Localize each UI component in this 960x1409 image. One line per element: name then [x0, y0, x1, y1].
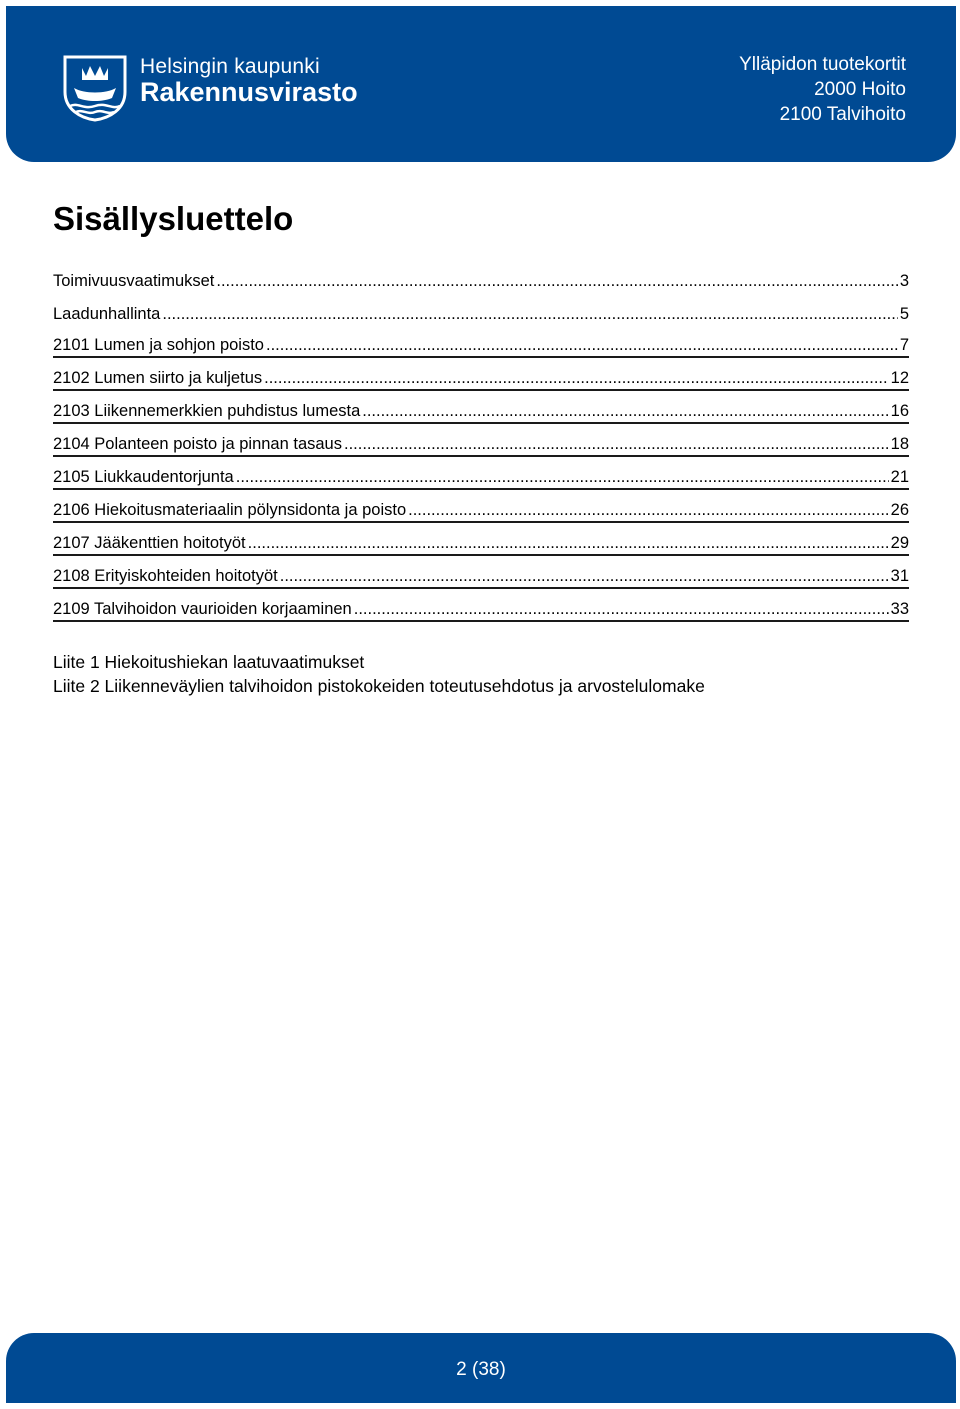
document-titles	[739, 52, 906, 127]
toc-entry[interactable]	[53, 325, 909, 358]
toc-leader-dots	[344, 433, 889, 455]
toc-entry-page[interactable]: 31	[890, 567, 909, 585]
document-title-line: Ylläpidon tuotekortit	[739, 54, 906, 75]
toc-leader-dots	[408, 499, 889, 521]
toc-entry-title[interactable]: Toimivuusvaatimukset	[53, 272, 215, 290]
toc-entry-title[interactable]: 2106 Hiekoitusmateriaalin pölynsidonta ja poisto	[53, 501, 407, 519]
toc-heading: Sisällysluettelo	[53, 200, 294, 237]
toc-leader-dots	[216, 270, 897, 292]
toc-entry[interactable]	[53, 490, 909, 523]
toc-entry-title[interactable]: 2104 Polanteen poisto ja pinnan tasaus	[53, 435, 342, 453]
toc-entry[interactable]	[53, 589, 909, 622]
toc-entry-page[interactable]: 29	[890, 534, 909, 552]
appendix-item: Liite 1 Hiekoitushiekan laatuvaatimukset	[53, 652, 365, 672]
toc-entry[interactable]	[53, 391, 909, 424]
toc-entry[interactable]	[53, 262, 909, 292]
toc-leader-dots	[236, 466, 889, 488]
toc-entry-page[interactable]: 18	[890, 435, 909, 453]
toc-entry-title[interactable]: 2109 Talvihoidon vaurioiden korjaaminen	[53, 600, 352, 618]
toc-leader-dots	[162, 303, 897, 325]
document-title-line: 2100 Talvihoito	[779, 104, 906, 125]
organization-name: Helsingin kaupunki	[140, 55, 320, 78]
table-of-contents	[53, 262, 909, 622]
toc-entry-title[interactable]: 2102 Lumen siirto ja kuljetus	[53, 369, 263, 387]
toc-entry[interactable]	[53, 523, 909, 556]
page-header	[6, 6, 956, 162]
appendix-list	[53, 650, 705, 698]
toc-entry-page[interactable]: 21	[890, 468, 909, 486]
toc-leader-dots	[362, 400, 888, 422]
document-title-line: 2000 Hoito	[814, 79, 906, 100]
toc-entry-title[interactable]: 2103 Liikennemerkkien puhdistus lumesta	[53, 402, 361, 420]
toc-entry[interactable]	[53, 424, 909, 457]
helsinki-crest-icon	[62, 54, 128, 122]
toc-entry-page[interactable]: 3	[899, 272, 909, 290]
department-name: Rakennusvirasto	[140, 77, 358, 107]
page-footer	[6, 1333, 956, 1403]
appendix-item: Liite 2 Liikenneväylien talvihoidon pistokokeiden toteutusehdotus ja arvostelulomake	[53, 676, 705, 696]
toc-leader-dots	[248, 532, 889, 554]
toc-entry-title[interactable]: 2101 Lumen ja sohjon poisto	[53, 336, 264, 354]
toc-entry[interactable]	[53, 358, 909, 391]
toc-entry-page[interactable]: 26	[890, 501, 909, 519]
toc-leader-dots	[264, 367, 889, 389]
toc-entry[interactable]	[53, 556, 909, 589]
toc-entry-title[interactable]: 2105 Liukkaudentorjunta	[53, 468, 234, 486]
toc-entry-title[interactable]: 2107 Jääkenttien hoitotyöt	[53, 534, 246, 552]
toc-entry-page[interactable]: 33	[890, 600, 909, 618]
toc-leader-dots	[266, 334, 898, 356]
toc-entry-title[interactable]: 2108 Erityiskohteiden hoitotyöt	[53, 567, 278, 585]
toc-entry-title[interactable]: Laadunhallinta	[53, 305, 161, 323]
toc-leader-dots	[354, 598, 889, 620]
toc-entry[interactable]	[53, 292, 909, 325]
toc-entry-page[interactable]: 5	[899, 305, 909, 323]
toc-entry-page[interactable]: 12	[890, 369, 909, 387]
page-number: 2 (38)	[456, 1359, 506, 1380]
toc-entry-page[interactable]: 16	[890, 402, 909, 420]
toc-entry[interactable]	[53, 457, 909, 490]
toc-leader-dots	[280, 565, 889, 587]
toc-entry-page[interactable]: 7	[899, 336, 909, 354]
